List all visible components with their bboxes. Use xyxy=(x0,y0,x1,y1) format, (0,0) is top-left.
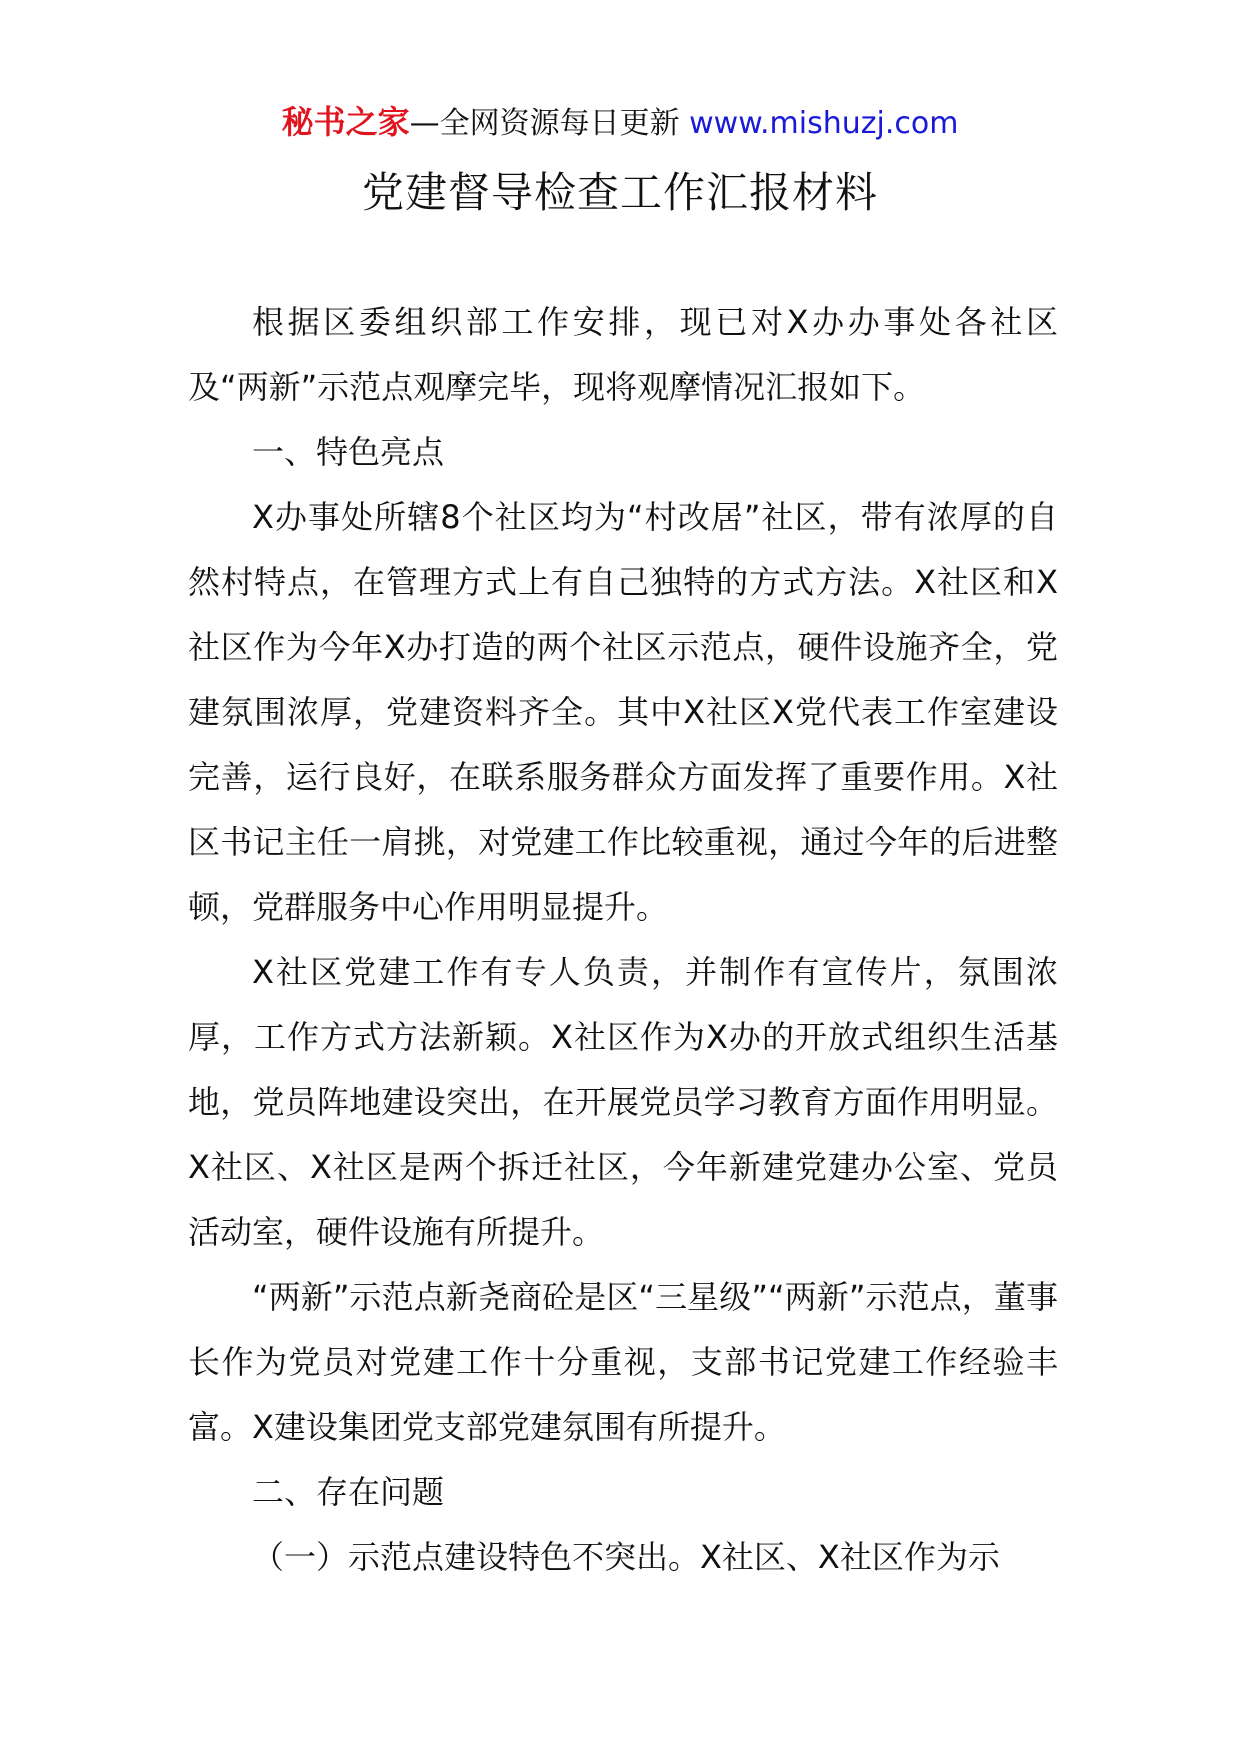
site-url-link[interactable]: www.mishuzj.com xyxy=(689,106,959,141)
paragraph-highlights-1: X办事处所辖8个社区均为“村改居”社区，带有浓厚的自然村特点，在管理方式上有自己独特的方式方法。X社区和X社区作为今年X办打造的两个社区示范点，硬件设施齐全，党建氛围浓厚，党建资料齐全。其中X社区X党代表工作室建设完善，运行良好，在联系服务群众方面发挥了重要作用。X社区书记主任一肩挑，对党建工作比较重视，通过今年的后进整顿，党群服务中心作用明显提升。 xyxy=(188,498,1058,926)
site-brand: 秘书之家 xyxy=(281,103,410,141)
document-title: 党建督导检查工作汇报材料 xyxy=(361,168,878,217)
paragraph-highlights-2: X社区党建工作有专人负责，并制作有宣传片，氛围浓厚，工作方式方法新颖。X社区作为X办的开放式组织生活基地，党员阵地建设突出，在开展党员学习教育方面作用明显。X社区、X社区是两个拆迁社区，今年新建党建办公室、党员活动室，硬件设施有所提升。 xyxy=(188,953,1058,1251)
section-heading-highlights: 一、特色亮点 xyxy=(252,433,445,471)
paragraph-intro: 根据区委组织部工作安排，现已对X办办事处各社区及“两新”示范点观摩完毕，现将观摩情况汇报如下。 xyxy=(188,303,1058,406)
section-heading-problems: 二、存在问题 xyxy=(252,1473,445,1511)
site-header xyxy=(0,100,1240,146)
site-tagline: —全网资源每日更新 xyxy=(409,106,680,141)
document-body xyxy=(188,290,1058,1590)
paragraph-highlights-3: “两新”示范点新尧商砼是区“三星级”“两新”示范点，董事长作为党员对党建工作十分重视，支部书记党建工作经验丰富。X建设集团党支部党建氛围有所提升。 xyxy=(188,1278,1058,1446)
paragraph-problems-1: （一）示范点建设特色不突出。X社区、X社区作为示 xyxy=(252,1538,1000,1576)
